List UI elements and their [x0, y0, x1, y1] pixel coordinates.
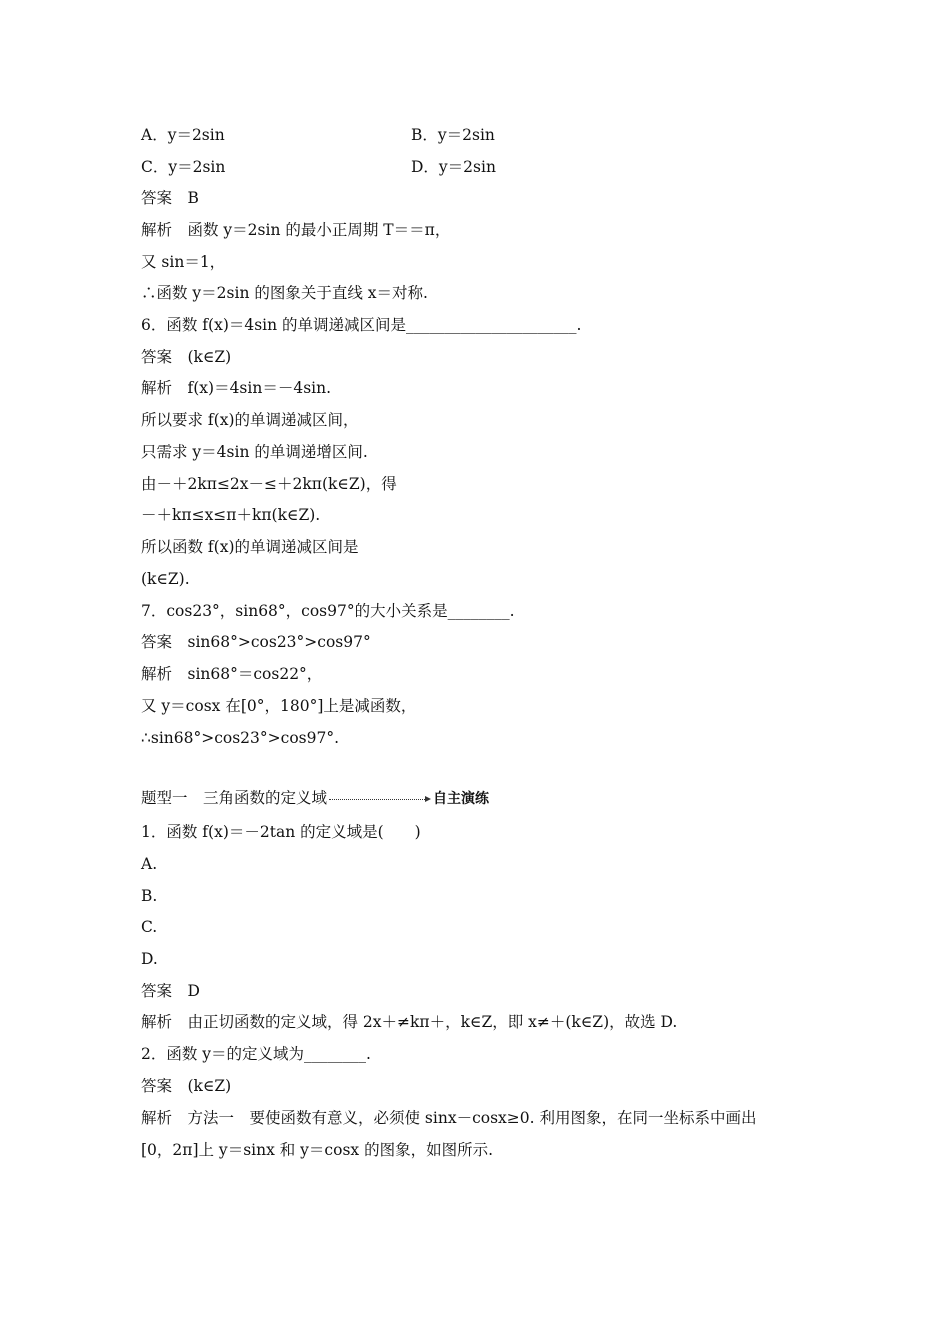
problem-1-answer: 答案 D: [141, 982, 200, 1000]
analysis-6-3: 只需求 y＝4sin 的单调递增区间.: [141, 443, 368, 461]
analysis-6-1: 解析 f(x)＝4sin＝－4sin.: [141, 379, 332, 397]
section-heading: [141, 788, 489, 809]
line-opt-a: A．y＝2sin: [141, 126, 225, 144]
problem-2-analysis-1: 解析 方法一 要使函数有意义，必须使 sinx－cosx≥0. 利用图象，在同一坐标系中画出: [141, 1109, 757, 1127]
analysis-6-6: 所以函数 f(x)的单调递减区间是: [141, 538, 359, 556]
problem-2-analysis-2: [0，2π]上 y＝sinx 和 y＝cosx 的图象，如图所示.: [141, 1141, 493, 1159]
analysis-7-2: 又 y＝cosx 在[0°，180°]上是减函数，: [141, 697, 417, 715]
analysis-6-4: 由－＋2kπ≤2x－≤＋2kπ(k∈Z)，得: [141, 475, 397, 493]
analysis-6-7: (k∈Z).: [141, 570, 190, 588]
section-title: 题型一 三角函数的定义域: [141, 789, 328, 807]
problem-1-option-b: B.: [141, 887, 158, 905]
problem-1: 1．函数 f(x)＝－2tan 的定义域是( ): [141, 823, 421, 841]
problem-1-option-d: D.: [141, 950, 158, 968]
question-7: 7．cos23°，sin68°，cos97°的大小关系是________.: [141, 602, 515, 620]
question-6: 6．函数 f(x)＝4sin 的单调递减区间是______________________.: [141, 316, 582, 334]
line-opt-b: B．y＝2sin: [411, 126, 495, 144]
problem-1-analysis: 解析 由正切函数的定义域，得 2x＋≠kπ＋，k∈Z，即 x≠＋(k∈Z)，故选 D.: [141, 1013, 678, 1031]
problem-2: 2．函数 y＝的定义域为________.: [141, 1045, 371, 1063]
analysis-7-3: ∴sin68°>cos23°>cos97°.: [141, 729, 340, 747]
analysis-5-1: 解析 函数 y＝2sin 的最小正周期 T＝＝π，: [141, 221, 451, 239]
arrow-head-icon: [425, 796, 431, 802]
analysis-6-2: 所以要求 f(x)的单调递减区间，: [141, 411, 359, 429]
problem-1-option-a: A.: [141, 855, 158, 873]
answer-5: 答案 B: [141, 189, 199, 207]
dotted-arrow-line: [329, 799, 425, 800]
analysis-6-5: －＋kπ≤x≤π＋kπ(k∈Z).: [141, 506, 321, 524]
section-tag: 自主演练: [433, 791, 490, 807]
answer-7: 答案 sin68°>cos23°>cos97°: [141, 633, 371, 651]
analysis-5-2: 又 sin＝1，: [141, 253, 226, 271]
analysis-5-3: ∴函数 y＝2sin 的图象关于直线 x＝对称.: [141, 284, 428, 302]
line-opt-c: C．y＝2sin: [141, 158, 226, 176]
analysis-7-1: 解析 sin68°＝cos22°，: [141, 665, 323, 683]
problem-2-answer: 答案 (k∈Z): [141, 1077, 232, 1095]
problem-1-option-c: C.: [141, 918, 158, 936]
line-opt-d: D．y＝2sin: [411, 158, 496, 176]
answer-6: 答案 (k∈Z): [141, 348, 232, 366]
